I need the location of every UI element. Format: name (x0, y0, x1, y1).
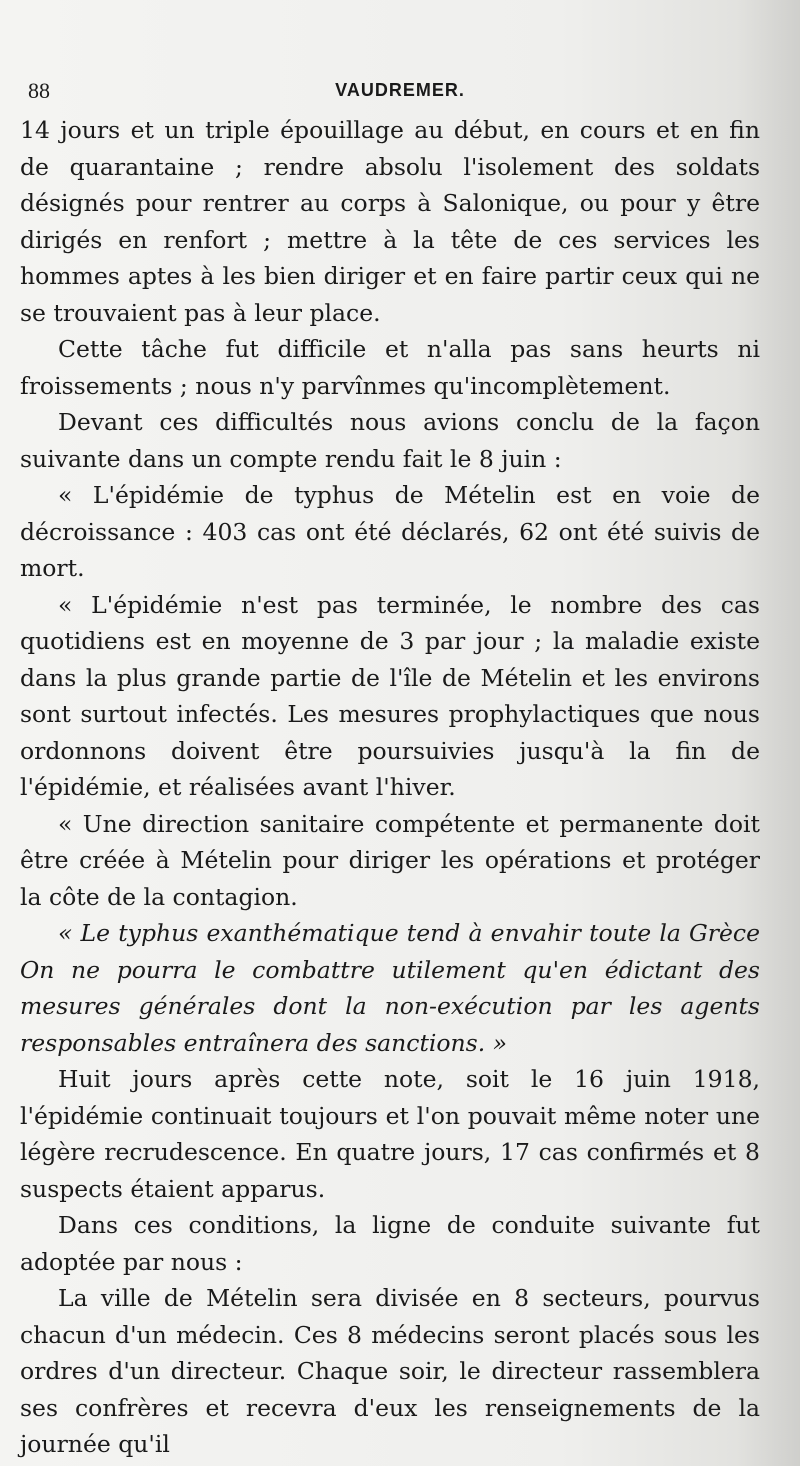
quote-paragraph-italic: « Le typhus exanthématique tend à envahir toute la Grèce On ne pourra le combattre utilement qu'en édictant des mesures générales dont la non-exécution par les agents responsables entraînera des sanctions. » (20, 919, 760, 1057)
body-text (20, 112, 760, 1463)
paragraph: 14 jours et un triple épouillage au début, en cours et en fin de quarantaine ; rendre absolu l'isolement des soldats désignés pour rentrer au corps à Salonique, ou pour y être dirigés en renfort ; mettre à la tête de ces services les hommes aptes à les bien diriger et en faire partir ceux qui ne se trouvaient pas à leur place. (20, 116, 760, 327)
paragraph: Huit jours après cette note, soit le 16 juin 1918, l'épidémie continuait toujours et l'on pouvait même noter une légère recrudescence. En quatre jours, 17 cas confirmés et 8 suspects étaient apparus. (20, 1065, 760, 1203)
page-number: 88 (28, 78, 50, 103)
page-header (28, 78, 772, 102)
quote-paragraph: « L'épidémie de typhus de Mételin est en voie de décroissance : 403 cas ont été déclarés, 62 ont été suivis de mort. (20, 481, 760, 582)
quote-paragraph: « L'épidémie n'est pas terminée, le nombre des cas quotidiens est en moyenne de 3 par jour ; la maladie existe dans la plus grande partie de l'île de Mételin et les environs sont surtout infectés. Les mesures prophylactiques que nous ordonnons doivent être poursuivies jusqu'à la fin de l'épidémie, et réalisées avant l'hiver. (20, 590, 760, 801)
paragraph: Devant ces difficultés nous avions conclu de la façon suivante dans un compte rendu fait le 8 juin : (20, 408, 760, 473)
paragraph: Cette tâche fut difficile et n'alla pas sans heurts ni froissements ; nous n'y parvînmes qu'incomplètement. (20, 335, 760, 400)
paragraph: Dans ces conditions, la ligne de conduite suivante fut adoptée par nous : (20, 1211, 760, 1276)
quote-paragraph: « Une direction sanitaire compétente et permanente doit être créée à Mételin pour diriger les opérations et protéger la côte de la contagion. (20, 809, 760, 911)
paragraph: La ville de Mételin sera divisée en 8 secteurs, pourvus chacun d'un médecin. Ces 8 médecins seront placés sous les ordres d'un directeur. Chaque soir, le directeur rassemblera ses confrères et recevra d'eux les renseignements de la journée qu'il (20, 1284, 760, 1458)
running-head: VAUDREMER. (335, 80, 465, 100)
